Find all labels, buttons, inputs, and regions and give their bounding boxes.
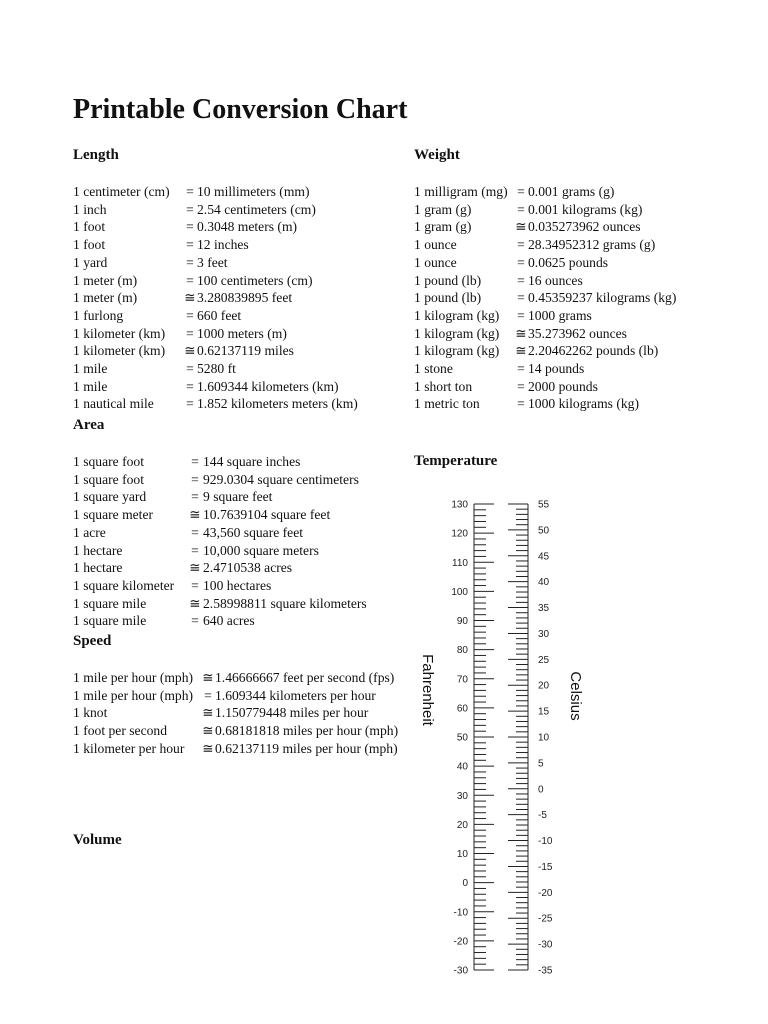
fahrenheit-tick-label: 100 bbox=[451, 586, 468, 598]
speed-relation: ≅ bbox=[202, 723, 214, 739]
area-unit-from: 1 square kilometer bbox=[73, 577, 175, 593]
celsius-tick-label: 30 bbox=[538, 628, 550, 640]
area-unit-to: 43,560 square feet bbox=[203, 524, 304, 540]
celsius-tick-label: 15 bbox=[538, 706, 550, 718]
weight-unit-to: 1000 grams bbox=[528, 307, 592, 323]
weight-unit-from: 1 ounce bbox=[414, 237, 457, 253]
length-row bbox=[73, 236, 403, 254]
speed-unit-from: 1 knot bbox=[73, 705, 108, 721]
weight-unit-from: 1 milligram (mg) bbox=[414, 184, 508, 199]
length-unit-from: 1 inch bbox=[73, 201, 107, 217]
length-unit-to: 660 feet bbox=[197, 307, 242, 323]
area-relation: ≅ bbox=[189, 560, 201, 576]
length-relation: = bbox=[186, 307, 194, 323]
fahrenheit-tick-label: 130 bbox=[451, 499, 468, 511]
length-unit-to: 12 inches bbox=[197, 237, 249, 253]
fahrenheit-tick-label: 40 bbox=[456, 761, 468, 773]
celsius-tick-label: 55 bbox=[538, 499, 550, 511]
weight-unit-from: 1 short ton bbox=[414, 378, 473, 394]
length-row bbox=[73, 378, 403, 396]
fahrenheit-tick-label: 50 bbox=[456, 732, 468, 744]
fahrenheit-tick-label: 60 bbox=[456, 703, 468, 715]
speed-relation: = bbox=[204, 687, 212, 703]
length-row bbox=[73, 289, 403, 307]
length-relation: = bbox=[186, 237, 194, 253]
fahrenheit-tick-label: 20 bbox=[456, 819, 468, 831]
fahrenheit-label: Fahrenheit bbox=[419, 654, 436, 726]
weight-row bbox=[414, 378, 714, 396]
weight-unit-from: 1 metric ton bbox=[414, 396, 480, 412]
weight-row bbox=[414, 395, 714, 413]
area-unit-from: 1 hectare bbox=[73, 542, 123, 558]
area-row bbox=[73, 488, 403, 506]
celsius-tick-label: 5 bbox=[538, 758, 544, 770]
speed-relation: ≅ bbox=[202, 740, 214, 756]
length-unit-to: 10 millimeters (mm) bbox=[197, 184, 310, 199]
speed-unit-to: 1.609344 kilometers per hour bbox=[215, 687, 376, 703]
area-unit-to: 10,000 square meters bbox=[203, 542, 319, 558]
weight-relation: = bbox=[517, 396, 525, 412]
length-unit-to: 2.54 centimeters (cm) bbox=[197, 201, 316, 217]
temperature-thermometer bbox=[410, 490, 610, 990]
area-unit-to: 10.7639104 square feet bbox=[203, 507, 331, 523]
celsius-tick-label: 45 bbox=[538, 551, 550, 563]
weight-relation: = bbox=[517, 290, 525, 306]
length-row bbox=[73, 183, 403, 201]
length-unit-to: 5280 ft bbox=[197, 361, 236, 377]
area-unit-from: 1 hectare bbox=[73, 560, 123, 576]
speed-unit-from: 1 foot per second bbox=[73, 723, 167, 739]
area-unit-from: 1 square yard bbox=[73, 489, 147, 505]
area-relation: = bbox=[191, 577, 199, 593]
weight-relation: = bbox=[517, 201, 525, 217]
area-row bbox=[73, 559, 403, 577]
area-unit-from: 1 square mile bbox=[73, 595, 147, 611]
celsius-tick-label: -30 bbox=[538, 939, 553, 951]
length-unit-to: 1000 meters (m) bbox=[197, 325, 287, 341]
weight-relation: ≅ bbox=[515, 325, 527, 341]
speed-unit-to: 0.62137119 miles per hour (mph) bbox=[215, 740, 398, 756]
length-row bbox=[73, 218, 403, 236]
weight-relation: = bbox=[517, 272, 525, 288]
length-relation: = bbox=[186, 272, 194, 288]
weight-unit-from: 1 pound (lb) bbox=[414, 272, 482, 288]
length-unit-from: 1 meter (m) bbox=[73, 272, 138, 288]
area-relation: = bbox=[191, 454, 199, 469]
fahrenheit-tick-label: -20 bbox=[453, 936, 468, 948]
length-unit-from: 1 nautical mile bbox=[73, 396, 154, 412]
area-row bbox=[73, 506, 403, 524]
celsius-tick-label: -25 bbox=[538, 913, 553, 925]
area-unit-to: 2.58998811 square kilometers bbox=[203, 595, 367, 611]
length-unit-to: 1.609344 kilometers (km) bbox=[197, 378, 339, 394]
weight-relation: = bbox=[517, 361, 525, 377]
weight-relation: = bbox=[517, 254, 525, 270]
speed-unit-from: 1 mile per hour (mph) bbox=[73, 670, 194, 685]
weight-unit-to: 0.035273962 ounces bbox=[528, 219, 641, 235]
area-relation: = bbox=[191, 489, 199, 505]
area-row bbox=[73, 577, 403, 595]
length-relation: = bbox=[186, 184, 194, 199]
weight-row bbox=[414, 325, 714, 343]
length-unit-from: 1 foot bbox=[73, 219, 106, 235]
speed-table bbox=[73, 669, 403, 758]
weight-unit-to: 2.20462262 pounds (lb) bbox=[528, 343, 659, 359]
weight-unit-from: 1 gram (g) bbox=[414, 201, 472, 217]
weight-unit-to: 1000 kilograms (kg) bbox=[528, 396, 640, 412]
length-unit-from: 1 meter (m) bbox=[73, 290, 138, 306]
weight-row bbox=[414, 360, 714, 378]
length-unit-from: 1 kilometer (km) bbox=[73, 343, 166, 359]
weight-row bbox=[414, 272, 714, 290]
fahrenheit-tick-label: -30 bbox=[453, 965, 468, 977]
weight-row bbox=[414, 201, 714, 219]
weight-row bbox=[414, 218, 714, 236]
length-unit-to: 1.852 kilometers meters (km) bbox=[197, 396, 358, 412]
weight-relation: ≅ bbox=[515, 343, 527, 359]
page-title: Printable Conversion Chart bbox=[73, 94, 408, 125]
fahrenheit-tick-label: 80 bbox=[456, 645, 468, 657]
length-unit-to: 3 feet bbox=[197, 254, 228, 270]
area-row bbox=[73, 595, 403, 613]
weight-row bbox=[414, 183, 714, 201]
length-relation: = bbox=[186, 219, 194, 235]
length-relation: = bbox=[186, 378, 194, 394]
area-unit-from: 1 square foot bbox=[73, 471, 144, 487]
length-unit-from: 1 mile bbox=[73, 378, 108, 394]
length-relation: ≅ bbox=[184, 290, 196, 306]
weight-relation: = bbox=[517, 378, 525, 394]
weight-unit-to: 14 pounds bbox=[528, 361, 585, 377]
temperature-heading: Temperature bbox=[414, 453, 498, 469]
area-row bbox=[73, 471, 403, 489]
weight-unit-from: 1 kilogram (kg) bbox=[414, 307, 500, 323]
length-unit-from: 1 furlong bbox=[73, 307, 124, 323]
length-unit-from: 1 kilometer (km) bbox=[73, 325, 166, 341]
fahrenheit-tick-label: 120 bbox=[451, 528, 468, 540]
length-row bbox=[73, 395, 403, 413]
area-unit-from: 1 square mile bbox=[73, 613, 147, 629]
area-unit-to: 2.4710538 acres bbox=[203, 560, 293, 576]
area-unit-to: 929.0304 square centimeters bbox=[203, 471, 359, 487]
area-unit-from: 1 square foot bbox=[73, 454, 144, 469]
area-row bbox=[73, 524, 403, 542]
area-relation: = bbox=[191, 524, 199, 540]
weight-row bbox=[414, 236, 714, 254]
length-row bbox=[73, 325, 403, 343]
length-row bbox=[73, 342, 403, 360]
area-relation: = bbox=[191, 542, 199, 558]
fahrenheit-tick-label: 10 bbox=[456, 849, 468, 860]
weight-unit-to: 35.273962 ounces bbox=[528, 325, 627, 341]
area-table bbox=[73, 453, 403, 630]
area-unit-to: 100 hectares bbox=[203, 577, 272, 593]
weight-unit-from: 1 ounce bbox=[414, 254, 457, 270]
speed-row bbox=[73, 669, 403, 687]
speed-row bbox=[73, 722, 403, 740]
weight-row bbox=[414, 254, 714, 272]
length-row bbox=[73, 201, 403, 219]
celsius-tick-label: -5 bbox=[538, 810, 547, 822]
area-unit-from: 1 square meter bbox=[73, 507, 154, 523]
length-unit-to: 0.62137119 miles bbox=[197, 343, 294, 359]
fahrenheit-tick-label: 110 bbox=[452, 557, 468, 569]
weight-unit-to: 0.001 kilograms (kg) bbox=[528, 201, 643, 217]
area-unit-to: 9 square feet bbox=[203, 489, 273, 505]
fahrenheit-tick-label: 0 bbox=[462, 878, 468, 890]
speed-relation: ≅ bbox=[202, 705, 214, 721]
speed-relation: ≅ bbox=[202, 670, 214, 685]
weight-unit-to: 16 ounces bbox=[528, 272, 583, 288]
weight-unit-to: 28.34952312 grams (g) bbox=[528, 237, 656, 253]
length-relation: = bbox=[186, 325, 194, 341]
length-relation: = bbox=[186, 201, 194, 217]
length-unit-from: 1 centimeter (cm) bbox=[73, 184, 170, 199]
celsius-tick-label: -10 bbox=[538, 836, 553, 848]
area-relation: ≅ bbox=[189, 595, 201, 611]
area-row bbox=[73, 453, 403, 471]
celsius-tick-label: 35 bbox=[538, 603, 550, 615]
area-unit-to: 640 acres bbox=[203, 613, 255, 629]
fahrenheit-tick-label: 90 bbox=[456, 616, 468, 627]
fahrenheit-tick-label: -10 bbox=[453, 907, 468, 919]
weight-unit-to: 0.001 grams (g) bbox=[528, 184, 615, 199]
length-relation: ≅ bbox=[184, 343, 196, 359]
weight-unit-to: 2000 pounds bbox=[528, 378, 598, 394]
speed-row bbox=[73, 740, 403, 758]
length-heading: Length bbox=[73, 147, 119, 163]
speed-unit-from: 1 mile per hour (mph) bbox=[73, 687, 194, 703]
speed-unit-to: 0.68181818 miles per hour (mph) bbox=[215, 723, 399, 739]
celsius-tick-label: 10 bbox=[538, 732, 550, 744]
area-row bbox=[73, 612, 403, 630]
length-relation: = bbox=[186, 254, 194, 270]
celsius-tick-label: 40 bbox=[538, 577, 550, 589]
weight-unit-to: 0.45359237 kilograms (kg) bbox=[528, 290, 677, 306]
celsius-tick-label: 0 bbox=[538, 784, 544, 796]
speed-unit-to: 1.150779448 miles per hour bbox=[215, 705, 369, 721]
speed-heading: Speed bbox=[73, 633, 112, 649]
celsius-tick-label: 20 bbox=[538, 680, 550, 692]
weight-row bbox=[414, 307, 714, 325]
speed-unit-from: 1 kilometer per hour bbox=[73, 740, 185, 756]
weight-table bbox=[414, 183, 714, 413]
area-relation: = bbox=[191, 613, 199, 629]
weight-relation: = bbox=[517, 237, 525, 253]
length-row bbox=[73, 360, 403, 378]
speed-row bbox=[73, 687, 403, 705]
area-unit-from: 1 acre bbox=[73, 524, 106, 540]
weight-relation: = bbox=[517, 307, 525, 323]
celsius-tick-label: -20 bbox=[538, 887, 553, 899]
area-relation: ≅ bbox=[189, 507, 201, 523]
weight-unit-from: 1 kilogram (kg) bbox=[414, 343, 500, 359]
fahrenheit-tick-label: 30 bbox=[456, 790, 468, 802]
length-unit-to: 3.280839895 feet bbox=[197, 290, 293, 306]
celsius-tick-label: 50 bbox=[538, 525, 550, 537]
weight-row bbox=[414, 289, 714, 307]
length-relation: = bbox=[186, 396, 194, 412]
length-unit-from: 1 mile bbox=[73, 361, 108, 377]
celsius-tick-label: -35 bbox=[538, 965, 553, 977]
length-unit-to: 0.3048 meters (m) bbox=[197, 219, 298, 235]
area-row bbox=[73, 542, 403, 560]
length-row bbox=[73, 272, 403, 290]
length-relation: = bbox=[186, 361, 194, 377]
length-unit-from: 1 yard bbox=[73, 254, 108, 270]
weight-heading: Weight bbox=[414, 147, 460, 163]
length-table bbox=[73, 183, 403, 413]
weight-row bbox=[414, 342, 714, 360]
weight-relation: ≅ bbox=[515, 219, 527, 235]
weight-unit-from: 1 pound (lb) bbox=[414, 290, 482, 306]
fahrenheit-tick-label: 70 bbox=[456, 674, 468, 686]
area-heading: Area bbox=[73, 417, 105, 433]
area-relation: = bbox=[191, 471, 199, 487]
length-unit-from: 1 foot bbox=[73, 237, 106, 253]
length-row bbox=[73, 254, 403, 272]
weight-unit-from: 1 kilogram (kg) bbox=[414, 325, 500, 341]
speed-row bbox=[73, 704, 403, 722]
speed-unit-to: 1.46666667 feet per second (fps) bbox=[215, 670, 395, 685]
weight-relation: = bbox=[517, 184, 525, 199]
volume-heading: Volume bbox=[73, 832, 122, 848]
weight-unit-to: 0.0625 pounds bbox=[528, 254, 609, 270]
celsius-tick-label: -15 bbox=[538, 861, 553, 873]
celsius-label: Celsius bbox=[567, 671, 584, 721]
length-unit-to: 100 centimeters (cm) bbox=[197, 272, 313, 288]
weight-unit-from: 1 stone bbox=[414, 361, 453, 377]
length-row bbox=[73, 307, 403, 325]
area-unit-to: 144 square inches bbox=[203, 454, 301, 469]
celsius-tick-label: 25 bbox=[538, 654, 550, 666]
weight-unit-from: 1 gram (g) bbox=[414, 219, 472, 235]
